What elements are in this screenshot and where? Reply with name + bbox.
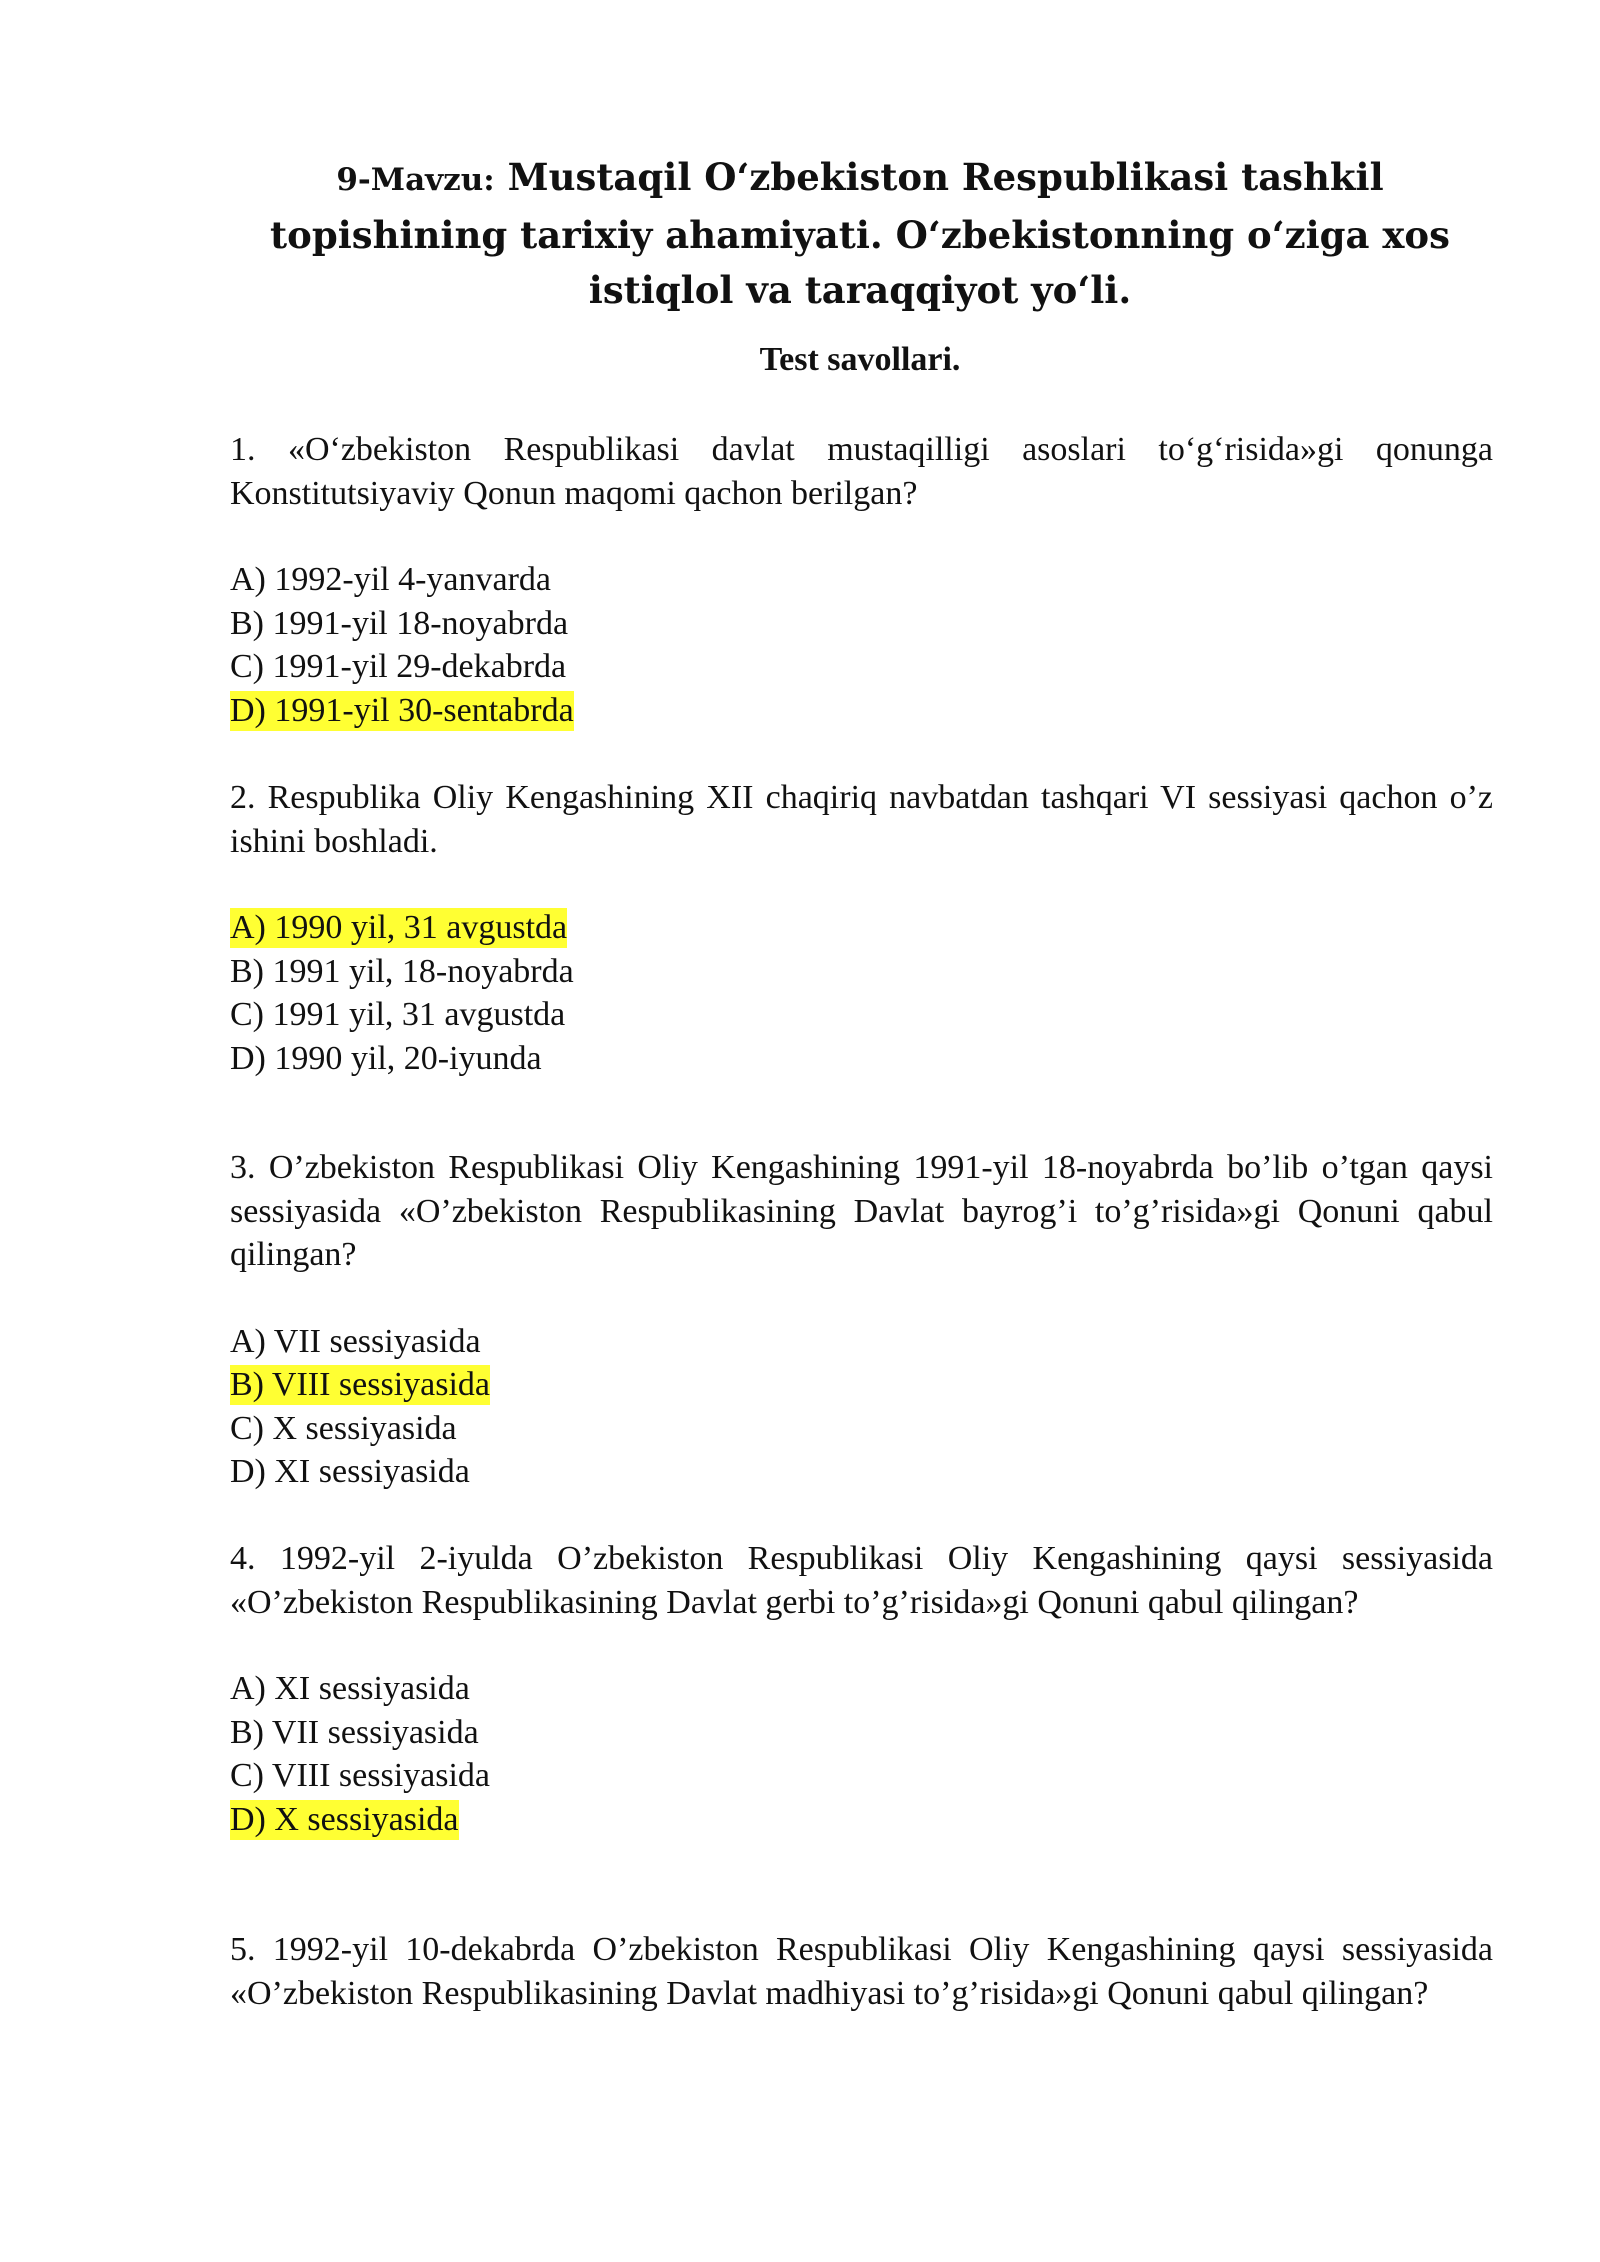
option-b: [230, 1363, 1493, 1407]
question-1: [230, 428, 1493, 732]
option-d: [230, 689, 1493, 733]
answer-options: [230, 558, 1493, 732]
title-block: [230, 150, 1490, 380]
option-b: [230, 1711, 1493, 1755]
option-label: D) 1991-yil 30-sentabrda: [230, 691, 574, 729]
option-d: [230, 1798, 1493, 1842]
option-label: C) 1991-yil 29-dekabrda: [230, 648, 567, 685]
answer-options: [230, 1667, 1493, 1841]
question-4: [230, 1537, 1493, 1841]
question-2: [230, 776, 1493, 1080]
title-prefix: 9-Mavzu:: [336, 162, 495, 198]
option-label: D) XI sessiyasida: [230, 1453, 470, 1490]
document-title: [230, 150, 1490, 318]
option-label: D) X sessiyasida: [230, 1800, 459, 1838]
option-a: [230, 1667, 1493, 1711]
option-c: [230, 1407, 1493, 1451]
question-text: 2. Respublika Oliy Kengashining XII chaqiriq navbatdan tashqari VI sessiyasi qachon o’z ishini boshladi.: [230, 779, 1493, 860]
option-label: B) 1991 yil, 18-noyabrda: [230, 952, 574, 990]
option-a: [230, 558, 1493, 602]
option-a: [230, 1320, 1493, 1364]
question-5: [230, 1928, 1493, 2015]
option-d: [230, 1037, 1493, 1081]
question-3: [230, 1146, 1493, 1494]
option-label: B) VIII sessiyasida: [230, 1366, 490, 1403]
option-c: [230, 1754, 1493, 1798]
option-label: C) 1991 yil, 31 avgustda: [230, 996, 566, 1033]
question-text: 1. «O‘zbekiston Respublikasi davlat mustaqilligi asoslari to‘g‘risida»gi qonunga Konstitutsiyaviy Qonun maqomi qachon berilgan?: [230, 431, 1493, 512]
option-d: [230, 1450, 1493, 1494]
question-text: 3. O’zbekiston Respublikasi Oliy Kengashining 1991-yil 18-noyabrda bo’lib o’tgan qaysi sessiyasida «O’zbekiston Respublikasining Davlat bayrog’i to’g’risida»gi Qonuni qabul qilingan?: [230, 1149, 1493, 1273]
option-label: A) 1992-yil 4-yanvarda: [230, 561, 552, 598]
option-b: [230, 950, 1493, 994]
option-b: [230, 602, 1493, 646]
title-main: Mustaqil O‘zbekiston Respublikasi tashkil topishining tarixiy ahamiyati. O‘zbekistonning o‘ziga xos istiqlol va taraqqiyot yo‘li.: [270, 155, 1450, 312]
answer-options: [230, 906, 1493, 1080]
option-c: [230, 645, 1493, 689]
option-label: A) XI sessiyasida: [230, 1670, 470, 1707]
option-label: D) 1990 yil, 20-iyunda: [230, 1039, 542, 1077]
answer-options: [230, 1320, 1493, 1494]
option-label: C) VIII sessiyasida: [230, 1757, 490, 1794]
document-subtitle: Test savollari.: [759, 341, 961, 378]
option-label: B) VII sessiyasida: [230, 1713, 479, 1751]
option-label: A) 1990 yil, 31 avgustda: [230, 909, 568, 946]
option-c: [230, 993, 1493, 1037]
question-text: 4. 1992-yil 2-iyulda O’zbekiston Respublikasi Oliy Kengashining qaysi sessiyasida «O’zbekiston Respublikasining Davlat gerbi to’g’risida»gi Qonuni qabul qilingan?: [230, 1540, 1493, 1621]
option-a: [230, 906, 1493, 950]
question-text: 5. 1992-yil 10-dekabrda O’zbekiston Respublikasi Oliy Kengashining qaysi sessiyasida «O’zbekiston Respublikasining Davlat madhiyasi to’g’risida»gi Qonuni qabul qilingan?: [230, 1931, 1493, 2012]
option-label: A) VII sessiyasida: [230, 1322, 481, 1360]
option-label: B) 1991-yil 18-noyabrda: [230, 604, 569, 642]
option-label: C) X sessiyasida: [230, 1409, 457, 1447]
